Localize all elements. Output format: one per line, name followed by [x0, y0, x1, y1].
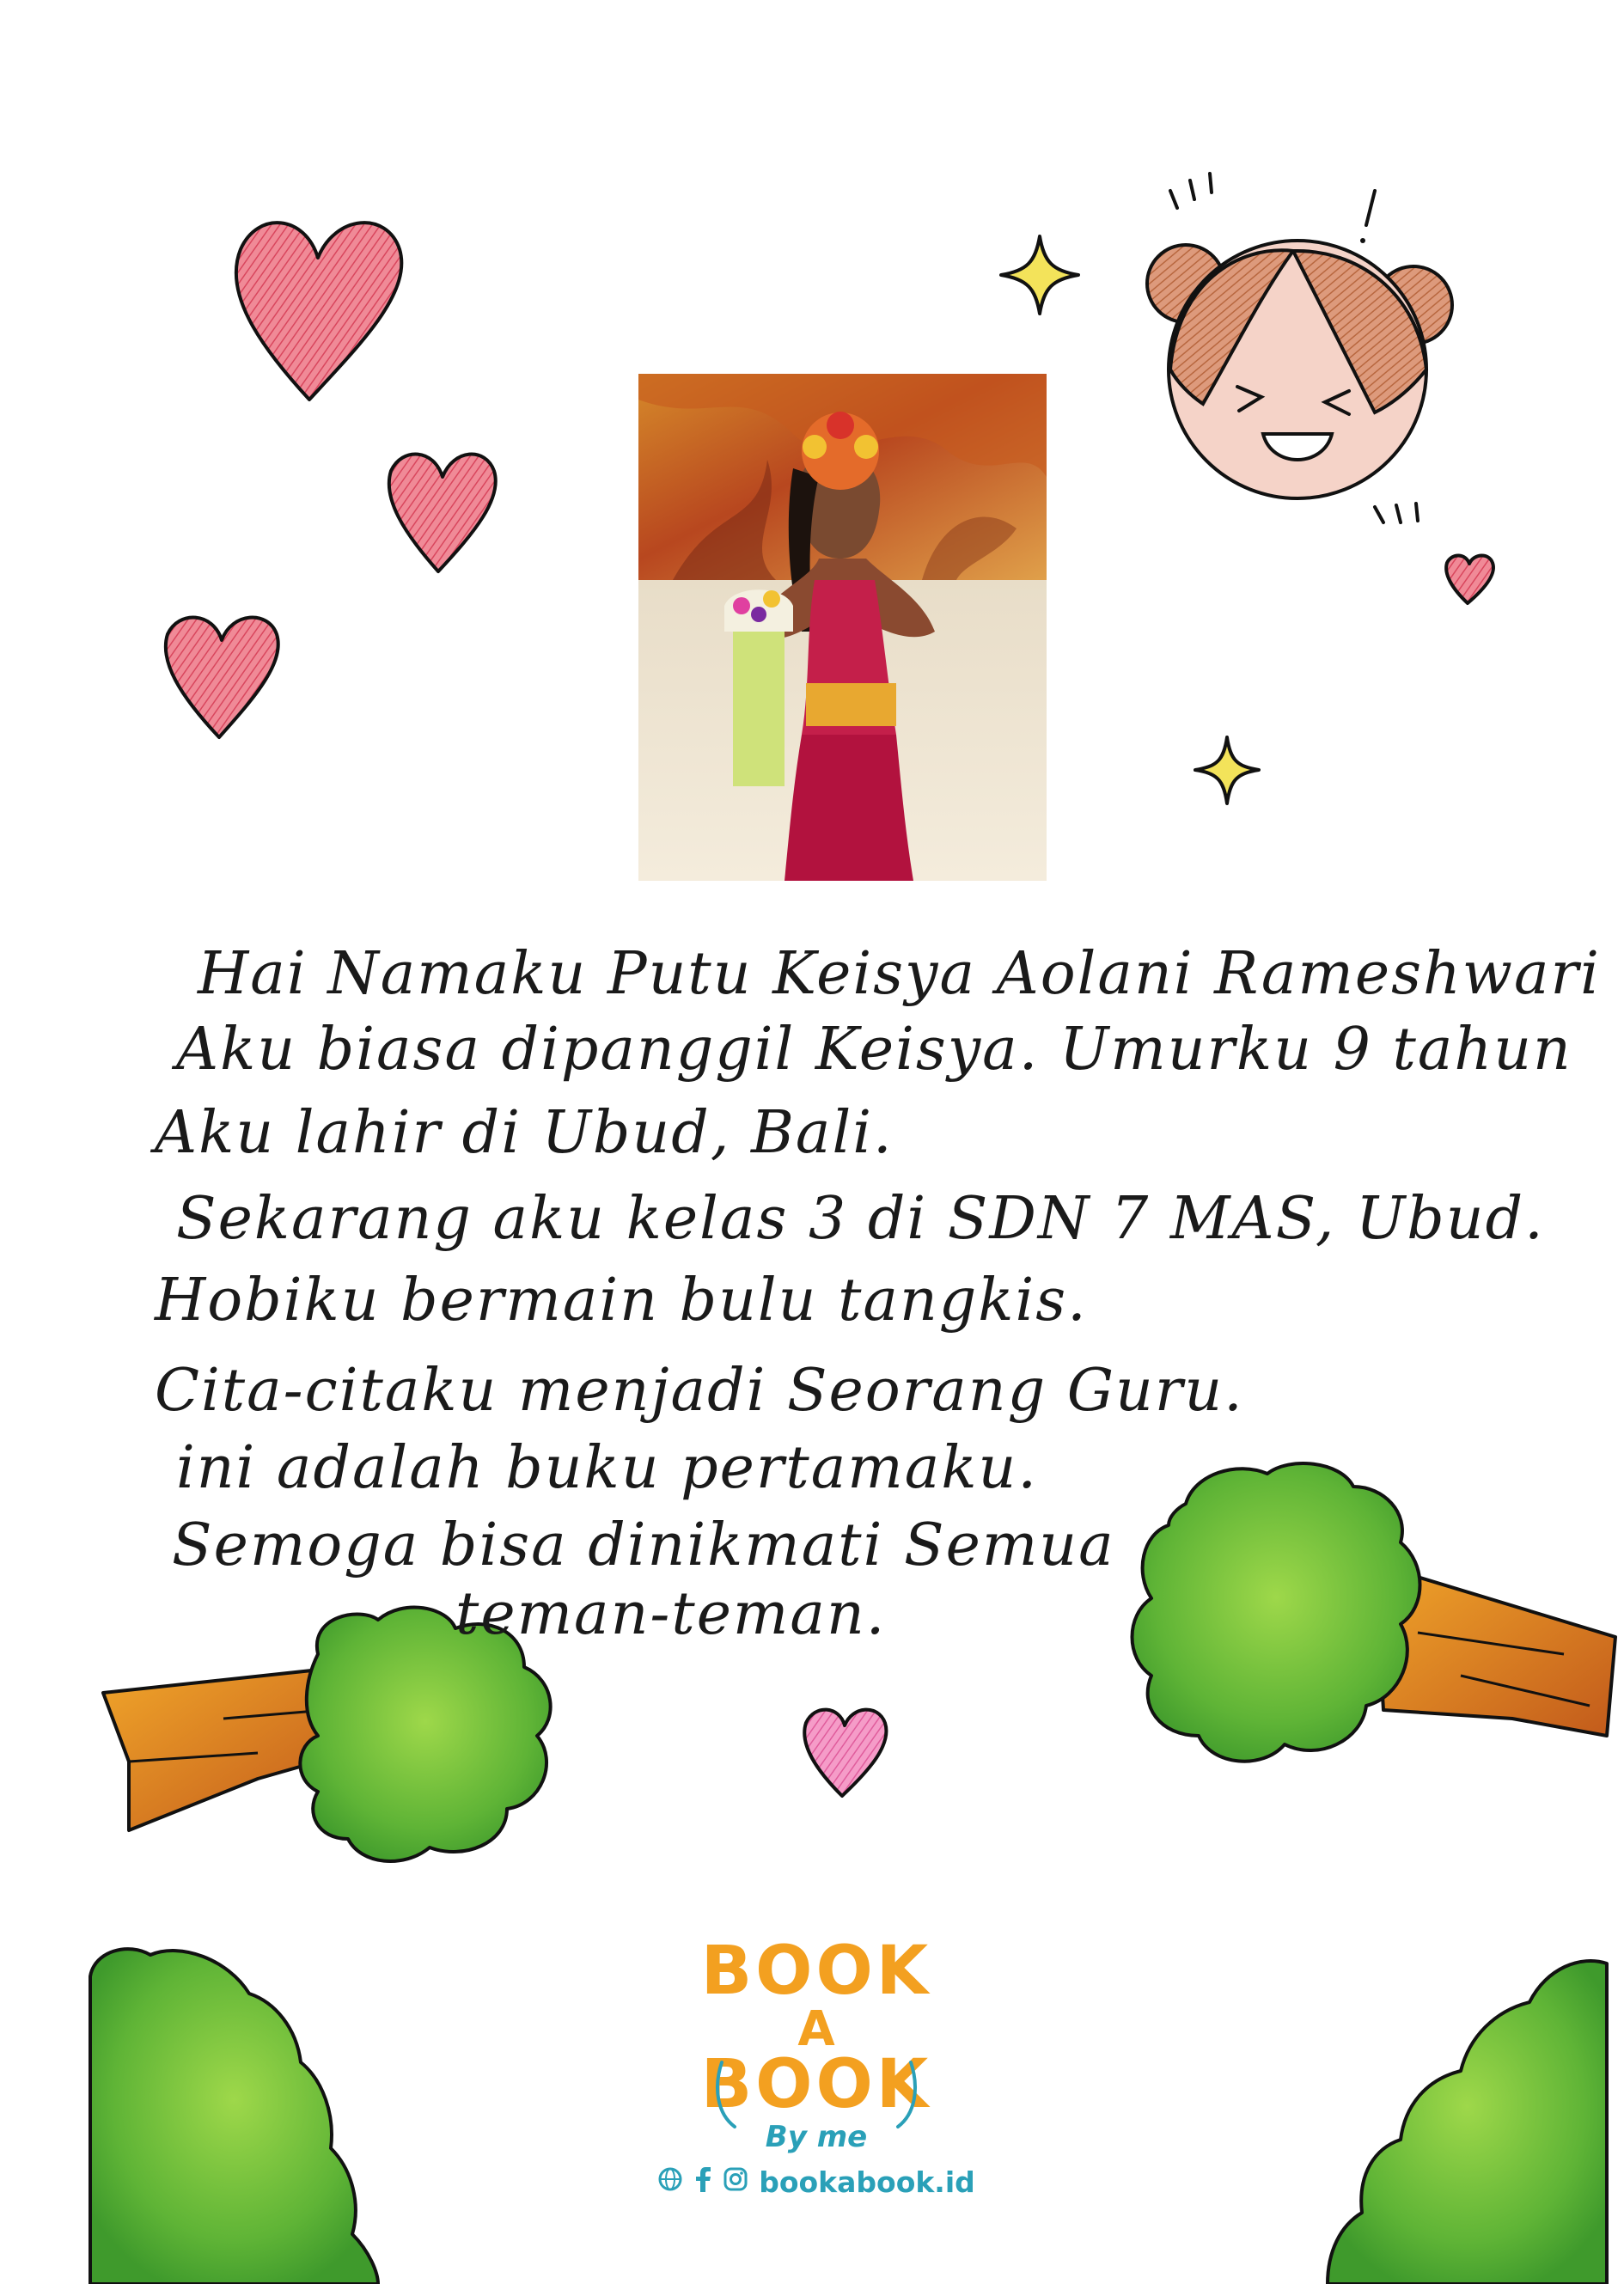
- logo-line-3: BOOK: [700, 2046, 932, 2123]
- letter-line: Cita-citaku menjadi Seorang Guru.: [155, 1357, 1244, 1425]
- letter-line: Semoga bisa dinikmati Semua: [172, 1511, 1115, 1579]
- heart-icon: [1446, 555, 1493, 603]
- girl-face-drawing: [1147, 174, 1452, 522]
- footer-links: [550, 2165, 1083, 2199]
- heart-icon: [236, 223, 402, 400]
- letter-line: Hai Namaku Putu Keisya Aolani Rameshwari: [198, 940, 1601, 1008]
- bookabook-logo: [550, 1925, 1083, 2157]
- letter-line: teman-teman.: [455, 1580, 887, 1648]
- dancer-photo: [638, 374, 1047, 881]
- bush-right-drawing: [1328, 1961, 1607, 2284]
- facebook-icon[interactable]: [693, 2165, 712, 2199]
- bush-left-drawing: [90, 1949, 378, 2284]
- sparkle-icon: [1001, 236, 1078, 314]
- dancer-photo-image: [638, 374, 1047, 881]
- website-link[interactable]: bookabook.id: [759, 2165, 975, 2199]
- logo-tagline: By me: [765, 2120, 868, 2154]
- letter-line: Sekarang aku kelas 3 di SDN 7 MAS, Ubud.: [176, 1185, 1545, 1253]
- instagram-icon[interactable]: [723, 2165, 748, 2199]
- letter-line: Aku lahir di Ubud, Bali.: [155, 1099, 894, 1167]
- letter-line: Hobiku bermain bulu tangkis.: [155, 1267, 1088, 1334]
- letter-line: Aku biasa dipanggil Keisya. Umurku 9 tahun: [176, 1016, 1572, 1084]
- logo-line-2: A: [797, 2001, 835, 2057]
- sparkle-icon: [1195, 737, 1259, 803]
- letter-line: ini adalah buku pertamaku.: [176, 1434, 1038, 1502]
- heart-icon: [166, 618, 278, 737]
- globe-icon[interactable]: [657, 2165, 683, 2199]
- tree-right-drawing: [1133, 1463, 1616, 1762]
- heart-icon: [389, 455, 496, 571]
- logo-line-1: BOOK: [700, 1933, 932, 2010]
- heart-icon: [804, 1710, 886, 1796]
- bookabook-footer: [550, 1925, 1083, 2208]
